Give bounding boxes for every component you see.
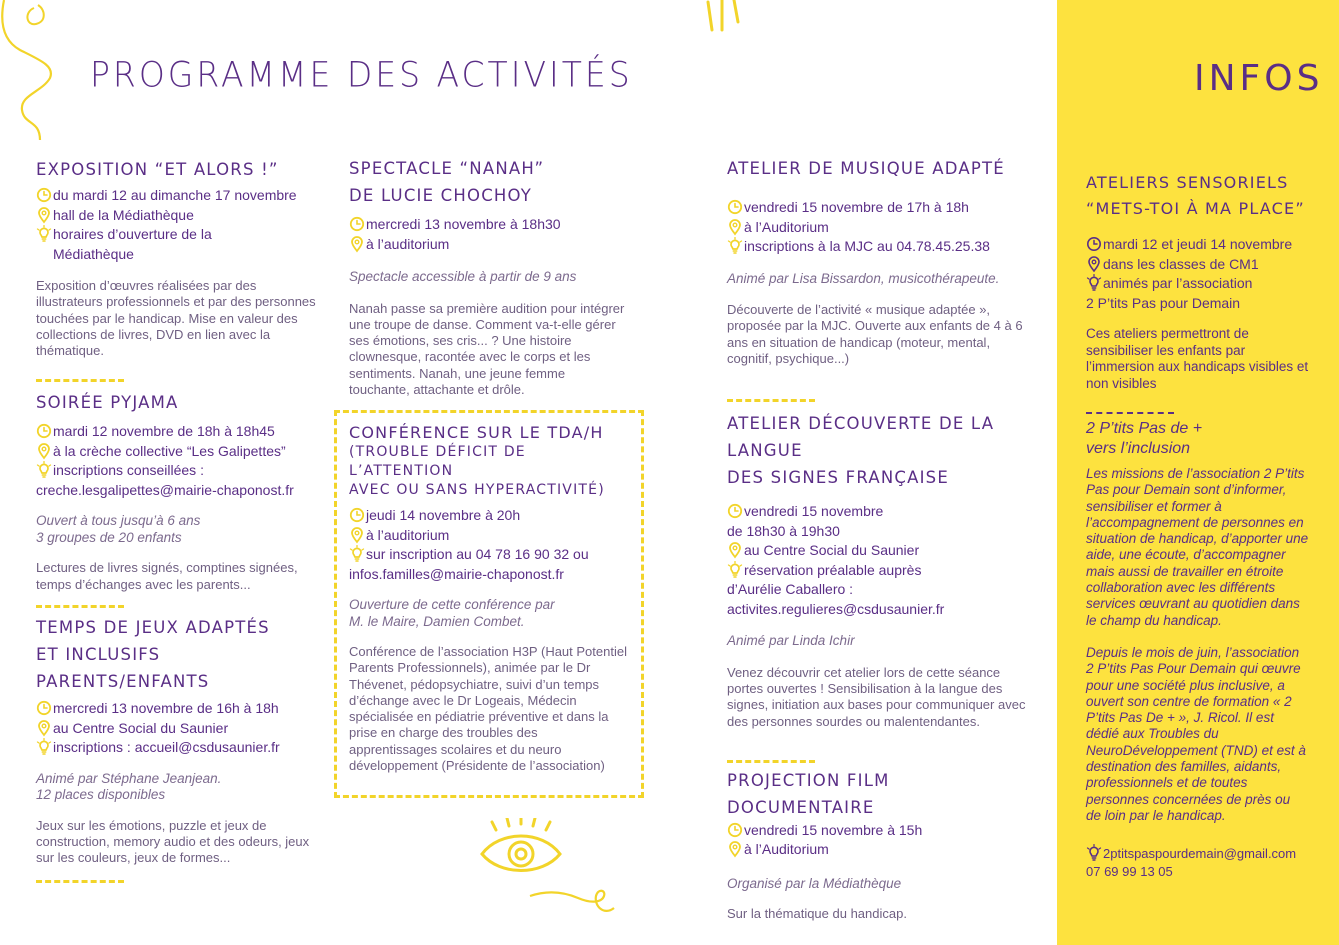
lsf-info-2: d’Aurélie Caballero : <box>727 581 854 598</box>
nanah-description: Nanah passe sa première audition pour intégrer une troupe de danse. Comment va-t-elle gérer ses émotions, ses cris... ? Une histoire clownesque, racontée avec le corps et les sentiments. Nanah, une jeune femme touchante, attachante et drôle. <box>349 300 625 397</box>
clock-icon <box>727 821 743 839</box>
divider <box>36 379 124 382</box>
jeux-note-2: 12 places disponibles <box>36 787 166 803</box>
page-title: PROGRAMME DES ACTIVITÉS <box>90 54 633 95</box>
lsf-description: Venez découvrir cet atelier lors de cette séance portes ouvertes ! Sensibilisation à la langue des signes, initiation aux bases pour communiquer avec des personnes sourdes ou malentendantes. <box>727 664 1026 729</box>
decorative-top-strokes <box>700 0 750 34</box>
lightbulb-icon <box>727 237 743 255</box>
jeux-note-1: Animé par Stéphane Jeanjean. <box>36 770 222 786</box>
location-pin-icon <box>36 442 52 460</box>
contact-phone: 07 69 99 13 05 <box>1086 863 1173 879</box>
assoc-title-1: 2 P’tits Pas de + <box>1086 420 1203 437</box>
musique-info: inscriptions à la MJC au 04.78.45.25.38 <box>727 237 1037 257</box>
location-pin-icon <box>349 235 365 253</box>
jeux-title-1: TEMPS DE JEUX ADAPTÉS <box>36 618 270 638</box>
jeux-description: Jeux sur les émotions, puzzle et jeux de construction, memory audio et des odeurs, jeux sur les couleurs, jeux de formes... <box>36 817 310 866</box>
ateliers-info-2: 2 P’tits Pas pour Demain <box>1086 294 1241 311</box>
divider <box>727 760 815 763</box>
film-description: Sur la thématique du handicap. <box>727 906 907 922</box>
film-title: PROJECTION FILM DOCUMENTAIRE <box>727 770 890 817</box>
clock-icon <box>36 422 52 440</box>
conf-description: Conférence de l’association H3P (Haut Potentiel Parents Professionnels), animée par le Dr Thévenet, pédopsychiatre, suivi d’un temps d’échange avec le Dr Logeais, Médecin spécialisée en pédiatrie préventive et dans la prise en charge des troubles des apprentissages scolaires et du neuro développement (Présidente de l’association) <box>349 644 627 774</box>
conf-when: jeudi 14 novembre à 20h <box>349 506 634 526</box>
lightbulb-icon <box>1086 844 1102 862</box>
conf-title-3: AVEC OU SANS HYPERACTIVITÉ) <box>349 482 605 498</box>
clock-icon <box>727 502 743 520</box>
location-pin-icon <box>727 541 743 559</box>
eye-icon <box>476 818 566 878</box>
lsf-note: Animé par Linda Ichir <box>727 633 855 649</box>
lsf-email: activites.regulieres@csdusaunier.fr <box>727 600 945 617</box>
clock-icon <box>36 186 52 204</box>
conf-where: à l’auditorium <box>349 526 634 546</box>
nanah-title-1: SPECTACLE “NANAH” <box>349 159 545 178</box>
conf-email: infos.familles@mairie-chaponost.fr <box>349 565 564 582</box>
infos-title: INFOS <box>1194 58 1324 99</box>
lsf-info: réservation préalable auprès <box>727 561 1037 581</box>
location-pin-icon <box>349 526 365 544</box>
location-pin-icon <box>727 218 743 236</box>
divider <box>36 605 124 608</box>
ateliers-description: Ces ateliers permettront de sensibiliser les enfants par l’immersion aux handicaps visibles et non visibles <box>1086 326 1309 391</box>
lightbulb-icon <box>36 225 52 243</box>
conf-title-1: CONFÉRENCE SUR LE TDA/H <box>349 423 604 442</box>
assoc-paragraph-1: Les missions de l’association 2 P’tits Pas pour Demain sont d’informer, sensibiliser et former à l’accompagnement de personnes en situation de handicap, d’apporter une aide, une écoute, d’accompagner mais aussi de travailler en étroite collaboration avec les différents services œuvrant au quotidien dans le champ du handicap. <box>1086 466 1309 628</box>
musique-title: ATELIER DE MUSIQUE ADAPTÉ <box>727 159 1005 178</box>
decorative-face-doodle <box>0 0 70 150</box>
lightbulb-icon <box>36 461 52 479</box>
nanah-title-2: DE LUCIE CHOCHOY <box>349 186 533 205</box>
divider <box>36 880 124 883</box>
film-when: vendredi 15 novembre à 15h <box>727 821 1037 841</box>
ateliers-where: dans les classes de CM1 <box>1086 255 1326 275</box>
expo-title: EXPOSITION “ET ALORS !” <box>36 160 279 179</box>
clock-icon <box>349 215 365 233</box>
lsf-title-2: DES SIGNES FRANÇAISE <box>727 468 949 488</box>
divider <box>1086 412 1174 414</box>
decorative-squiggle-bottom <box>528 888 618 928</box>
musique-note: Animé par Lisa Bissardon, musicothérapeute. <box>727 270 1000 286</box>
contact-email[interactable]: 2ptitspaspourdemain@gmail.com <box>1086 844 1326 864</box>
pyjama-where: à la crèche collective “Les Galipettes” <box>36 442 326 462</box>
film-note: Organisé par la Médiathèque <box>727 875 902 891</box>
ateliers-when: mardi 12 et jeudi 14 novembre <box>1086 235 1326 255</box>
lsf-where: au Centre Social du Saunier <box>727 541 1037 561</box>
pyjama-note-2: 3 groupes de 20 enfants <box>36 529 182 545</box>
conf-title-2: (TROUBLE DÉFICIT DE L’ATTENTION <box>349 444 526 479</box>
clock-icon <box>349 506 365 524</box>
jeux-title-2: ET INCLUSIFS PARENTS/ENFANTS <box>36 645 210 692</box>
jeux-where: au Centre Social du Saunier <box>36 719 326 739</box>
lightbulb-icon <box>36 738 52 756</box>
sidebar-content <box>1086 170 1326 880</box>
lsf-when-2: de 18h30 à 19h30 <box>727 522 840 539</box>
ateliers-title-2: “METS-TOI À MA PLACE” <box>1086 199 1305 218</box>
pyjama-email: creche.lesgalipettes@mairie-chaponost.fr <box>36 481 294 498</box>
ateliers-info: animés par l’association <box>1086 274 1326 294</box>
expo-where: hall de la Médiathèque <box>36 206 326 226</box>
film-where: à l’Auditorium <box>727 840 1037 860</box>
location-pin-icon <box>1086 255 1102 273</box>
location-pin-icon <box>36 206 52 224</box>
lightbulb-icon <box>727 561 743 579</box>
column-2 <box>349 155 634 398</box>
conf-note-2: M. le Maire, Damien Combet. <box>349 613 525 629</box>
divider <box>727 399 815 402</box>
ateliers-title-1: ATELIERS SENSORIELS <box>1086 173 1289 192</box>
musique-where: à l’Auditorium <box>727 218 1037 238</box>
lsf-when: vendredi 15 novembre <box>727 502 1037 522</box>
location-pin-icon <box>727 840 743 858</box>
lightbulb-icon <box>1086 274 1102 292</box>
clock-icon <box>36 699 52 717</box>
jeux-when: mercredi 13 novembre de 16h à 18h <box>36 699 326 719</box>
assoc-title-2: vers l’inclusion <box>1086 440 1191 457</box>
jeux-info: inscriptions : accueil@csdusaunier.fr <box>36 738 326 758</box>
pyjama-when: mardi 12 novembre de 18h à 18h45 <box>36 422 326 442</box>
lsf-title-1: ATELIER DÉCOUVERTE DE LA LANGUE <box>727 414 995 461</box>
pyjama-title: SOIRÉE PYJAMA <box>36 393 179 413</box>
clock-icon <box>727 198 743 216</box>
musique-description: Découverte de l’activité « musique adaptée », proposée par la MJC. Ouverte aux enfants de 4 à 6 ans en situation de handicap (moteur, mental, cognitif, psychique...) <box>727 302 1023 366</box>
nanah-where: à l’auditorium <box>349 235 634 255</box>
location-pin-icon <box>36 719 52 737</box>
conference-section <box>349 423 634 774</box>
pyjama-info: inscriptions conseillées : <box>36 461 326 481</box>
nanah-note: Spectacle accessible à partir de 9 ans <box>349 269 577 284</box>
column-3 <box>727 155 1037 923</box>
column-1 <box>36 156 326 883</box>
musique-when: vendredi 15 novembre de 17h à 18h <box>727 198 1037 218</box>
clock-icon <box>1086 235 1102 253</box>
nanah-when: mercredi 13 novembre à 18h30 <box>349 215 634 235</box>
expo-info: horaires d’ouverture de la Médiathèque <box>36 225 326 264</box>
pyjama-note-1: Ouvert à tous jusqu’à 6 ans <box>36 513 201 529</box>
expo-when: du mardi 12 au dimanche 17 novembre <box>36 186 326 206</box>
assoc-paragraph-2: Depuis le mois de juin, l’association 2 P’tits Pas Pour Demain qui œuvre pour une société plus inclusive, a ouvert son centre de formation « 2 P’tits Pas De + », J. Ricol. Il est dédié aux Troubles du NeuroDéveloppement (TND) et est à destination des familles, aidants, professionnels et de toutes personnes concernées de près ou de loin par le handicap. <box>1086 644 1306 823</box>
lightbulb-icon <box>349 545 365 563</box>
conf-note-1: Ouverture de cette conférence par <box>349 597 555 612</box>
pyjama-description: Lectures de livres signés, comptines signées, temps d’échanges avec les parents... <box>36 560 298 592</box>
expo-description: Exposition d’œuvres réalisées par des illustrateurs professionnels et par des personnes touchées par le handicap. Mise en valeur des collections de livres, DVD en lien avec la thématique. <box>36 278 316 359</box>
conf-info: sur inscription au 04 78 16 90 32 ou <box>349 545 634 565</box>
